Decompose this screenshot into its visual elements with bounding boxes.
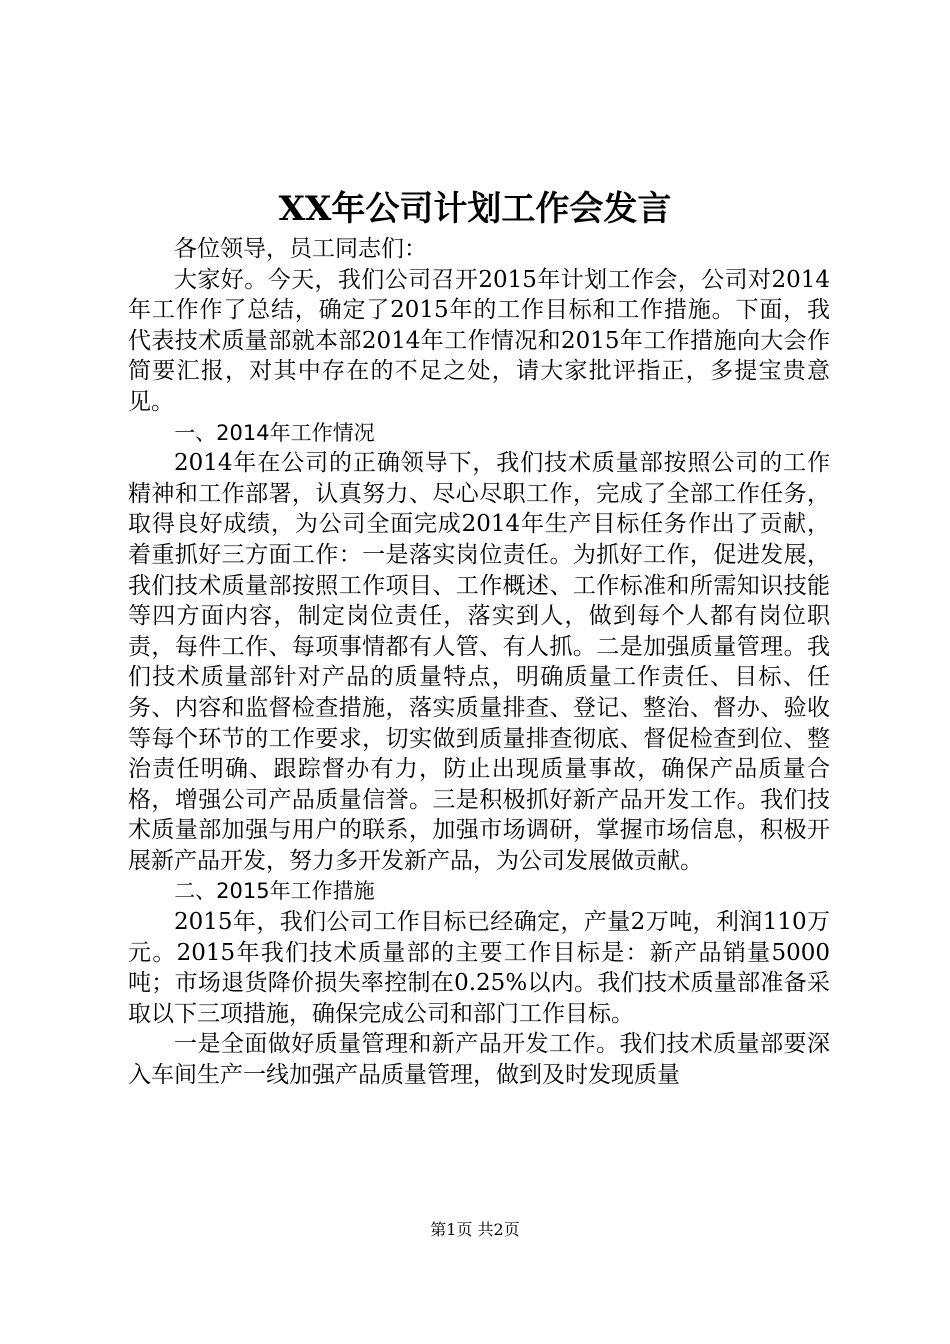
- section-heading-2014: 一、2014年工作情况: [174, 420, 375, 445]
- intro-paragraph: 大家好。今天，我们公司召开2015年计划工作会，公司对2014年工作作了总结，确定了2015年的工作目标和工作措施。下面，我代表技术质量部就本部2014年工作情况和2015年工作措施向大会作简要汇报，对其中存在的不足之处，请大家批评指正，多提宝贵意见。: [128, 266, 830, 415]
- document-title: XX年公司计划工作会发言: [278, 189, 672, 229]
- section-2014-paragraph: 2014年在公司的正确领导下，我们技术质量部按照公司的工作精神和工作部署，认真努力、尽心尽职工作，完成了全部工作任务，取得良好成绩，为公司全面完成2014年生产目标任务作出了贡献，着重抓好三方面工作：一是落实岗位责任。为抓好工作，促进发展，我们技术质量部按照工作项目、工作概述、工作标准和所需知识技能等四方面内容，制定岗位责任，落实到人，做到每个人都有岗位职责，每件工作、每项事情都有人管、有人抓。二是加强质量管理。我们技术质量部针对产品的质量特点，明确质量工作责任、目标、任务、内容和监督检查措施，落实质量排查、登记、整治、督办、验收等每个环节的工作要求，切实做到质量排查彻底、督促检查到位、整治责任明确、跟踪督办有力，防止出现质量事故，确保产品质量合格，增强公司产品质量信誉。三是积极抓好新产品开发工作。我们技术质量部加强与用户的联系，加强市场调研，掌握市场信息，积极开展新产品开发，努力多开发新产品，为公司发展做贡献。: [128, 450, 830, 874]
- measure-one-paragraph: 一是全面做好质量管理和新产品开发工作。我们技术质量部要深入车间生产一线加强产品质量管理，做到及时发现质量: [128, 1031, 830, 1089]
- salutation-paragraph: 各位领导，员工同志们：: [174, 236, 427, 262]
- section-2015-paragraph: 2015年，我们公司工作目标已经确定，产量2万吨，利润110万元。2015年我们技术质量部的主要工作目标是：新产品销量5000吨；市场退货降价损失率控制在0.25%以内。我们技术质量部准备采取以下三项措施，确保完成公司和部门工作目标。: [128, 909, 830, 1027]
- page-number-footer: 第1页 共2页: [430, 1220, 520, 1239]
- section-heading-2015: 二、2015年工作措施: [174, 879, 375, 904]
- document-body: [128, 234, 830, 1091]
